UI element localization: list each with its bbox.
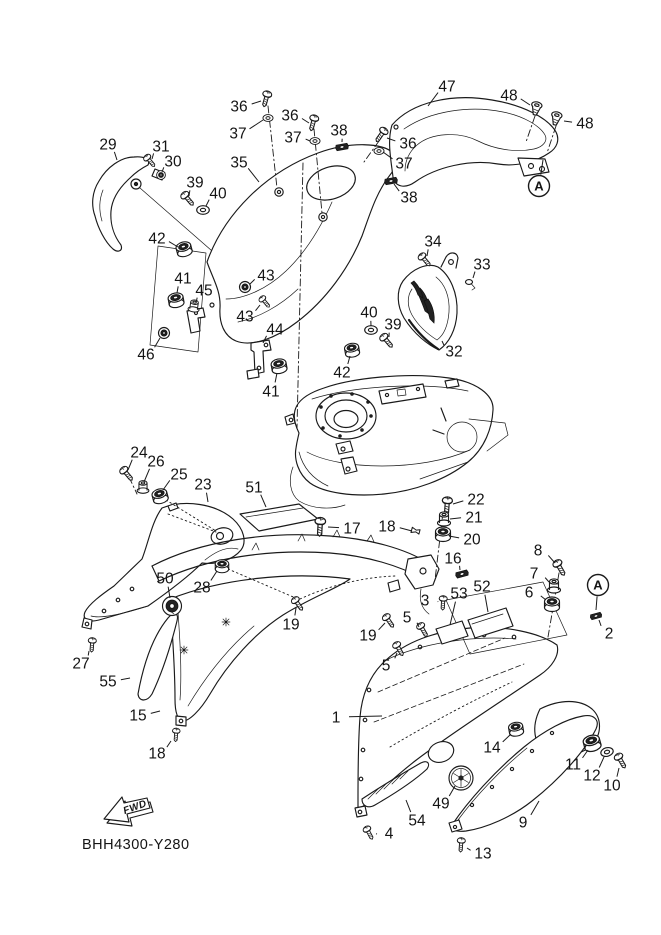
screw-icon [88, 637, 97, 652]
grommet-icon [167, 292, 184, 309]
screw-icon [373, 126, 390, 145]
leader-line-13 [467, 848, 471, 850]
leader-line-28 [211, 571, 217, 580]
part-label-6: 6 [524, 584, 534, 602]
leader-line-19 [379, 623, 385, 630]
screw-icon [172, 728, 180, 742]
part-label-27: 27 [72, 655, 90, 673]
part-label-34: 34 [424, 233, 442, 251]
part-label-54: 54 [408, 812, 426, 830]
leader-line-18 [400, 528, 412, 531]
leader-line-17 [328, 527, 339, 528]
screw-icon [118, 465, 135, 483]
part-label-2: 2 [604, 625, 614, 643]
leader-line-42 [169, 242, 178, 247]
leader-line-36 [302, 118, 309, 123]
part-label-42: 42 [333, 364, 351, 382]
leader-line-6 [541, 596, 546, 600]
leader-line-19 [295, 608, 296, 615]
washer-icon [374, 148, 384, 155]
part-label-52: 52 [473, 578, 491, 596]
leader-line-55 [121, 678, 130, 680]
part-label-36: 36 [281, 107, 299, 125]
diagram-code: BHH4300-Y280 [82, 837, 190, 853]
part-label-39: 39 [384, 316, 402, 334]
washer-icon [365, 326, 378, 335]
part-label-42: 42 [148, 230, 166, 248]
leader-line-12 [599, 757, 604, 768]
collar-icon [188, 299, 201, 312]
screw-icon [362, 825, 376, 842]
part-label-55: 55 [99, 673, 117, 691]
part-label-35: 35 [230, 154, 248, 172]
grommet-icon [344, 342, 360, 358]
part-label-12: 12 [583, 767, 601, 785]
part-label-32: 32 [445, 343, 463, 361]
fastening-point-mark [180, 646, 188, 654]
nut-icon [590, 612, 603, 620]
nut-icon [157, 171, 166, 180]
part-label-3: 3 [420, 592, 430, 610]
part-label-44: 44 [266, 321, 284, 339]
part-label-21: 21 [465, 509, 483, 527]
part-51-pad [240, 504, 318, 531]
part-label-37: 37 [395, 155, 413, 173]
leader-line-48 [564, 121, 572, 122]
grommet-icon [270, 358, 287, 375]
leader-line-49 [449, 786, 455, 796]
leader-line-9 [531, 801, 539, 815]
fastening-point-mark [222, 618, 230, 626]
part-label-50: 50 [156, 570, 174, 588]
part-label-8: 8 [533, 542, 543, 560]
part-label-17: 17 [343, 520, 361, 538]
screw-icon [381, 612, 397, 629]
screw-icon [550, 111, 563, 126]
part-label-19: 19 [282, 616, 300, 634]
part-label-28: 28 [193, 579, 211, 597]
part-label-10: 10 [603, 777, 621, 795]
part-label-38: 38 [400, 189, 418, 207]
grommet-icon [163, 597, 182, 616]
grommet-icon [215, 560, 229, 573]
part-label-9: 9 [518, 814, 528, 832]
screw-icon [260, 90, 273, 108]
part-label-13: 13 [474, 845, 492, 863]
leader-line-36 [252, 101, 261, 104]
screw-icon [179, 190, 196, 208]
leader-line-41 [275, 373, 277, 382]
part-label-49: 49 [432, 795, 450, 813]
leader-line-37 [250, 120, 263, 129]
part-label-40: 40 [209, 185, 227, 203]
leader-line-53 [450, 602, 455, 625]
part-label-31: 31 [152, 138, 170, 156]
part-label-14: 14 [483, 739, 501, 757]
ref-marker-letter: A [534, 178, 544, 194]
collar-icon [137, 481, 149, 494]
part-label-24: 24 [130, 444, 148, 462]
part-label-18: 18 [148, 745, 166, 763]
part-label-39: 39 [186, 174, 204, 192]
part-label-11: 11 [564, 756, 582, 774]
washer-icon [310, 138, 320, 145]
washer-icon [263, 115, 273, 122]
part-32-side-shield [398, 253, 458, 350]
grommet-icon [545, 597, 560, 612]
screw-icon [613, 752, 629, 771]
screw-icon [457, 837, 466, 852]
grommet-icon [436, 527, 451, 542]
leader-line-52 [485, 595, 488, 612]
part-label-23: 23 [194, 476, 212, 494]
part-label-47: 47 [438, 78, 456, 96]
part-label-5: 5 [381, 657, 391, 675]
part-label-48: 48 [500, 87, 518, 105]
part-label-37: 37 [229, 125, 247, 143]
part-label-48: 48 [576, 115, 594, 133]
leader-line-22 [453, 501, 463, 504]
leader-line-8 [548, 555, 555, 563]
leader-line-15 [151, 711, 160, 713]
part-label-22: 22 [467, 491, 485, 509]
part-label-25: 25 [170, 466, 188, 484]
part-label-7: 7 [529, 565, 539, 583]
washer-icon [600, 746, 614, 758]
screw-icon [439, 595, 448, 610]
part-label-40: 40 [360, 304, 378, 322]
collar-icon [548, 579, 561, 593]
part-label-16: 16 [444, 550, 462, 568]
leader-line-25 [163, 480, 170, 490]
leader-line-48 [521, 99, 530, 105]
clip-icon [411, 527, 420, 534]
leader-line-54 [406, 800, 411, 812]
fuel-tank [285, 376, 508, 508]
part-label-46: 46 [137, 346, 155, 364]
part-label-20: 20 [463, 531, 481, 549]
nut-icon [159, 328, 170, 339]
fwd-arrow-label: FWD [121, 798, 149, 817]
part-label-26: 26 [147, 453, 165, 471]
screw-icon [314, 517, 325, 537]
washer-icon [197, 206, 210, 215]
leader-line-7 [545, 578, 549, 582]
leader-line-18 [167, 741, 171, 747]
part-label-36: 36 [230, 98, 248, 116]
part-label-37: 37 [284, 129, 302, 147]
grommet-icon [175, 240, 193, 258]
part-label-45: 45 [195, 282, 213, 300]
leader-line-37 [306, 139, 310, 141]
leader-line-10 [617, 768, 619, 777]
leader-line-21 [450, 518, 461, 519]
leader-line-23 [206, 493, 208, 502]
part-label-43: 43 [257, 267, 275, 285]
marker-leader-line [596, 596, 597, 610]
part-label-1: 1 [331, 709, 341, 727]
part-label-18: 18 [378, 518, 396, 536]
part-label-19: 19 [359, 627, 377, 645]
leader-line-26 [144, 469, 150, 482]
part-label-15: 15 [129, 707, 147, 725]
collar-icon [438, 512, 451, 526]
clip-icon [466, 280, 476, 290]
part-label-41: 41 [262, 383, 280, 401]
part-label-36: 36 [399, 135, 417, 153]
part-label-33: 33 [473, 256, 491, 274]
part-label-38: 38 [330, 122, 348, 140]
nut-icon [240, 282, 251, 293]
part-label-53: 53 [450, 585, 468, 603]
leader-line-14 [503, 734, 511, 742]
fwd-arrow [104, 797, 153, 826]
part-label-30: 30 [164, 153, 182, 171]
grommet-icon [151, 487, 169, 505]
part-label-41: 41 [174, 270, 192, 288]
part-label-51: 51 [245, 479, 263, 497]
leader-line-2 [599, 620, 601, 626]
leader-line-51 [261, 495, 266, 507]
leader-line-35 [248, 168, 259, 182]
part-label-29: 29 [99, 136, 117, 154]
part-label-43: 43 [236, 308, 254, 326]
screw-icon [378, 332, 395, 350]
ref-marker-letter: A [593, 577, 603, 593]
part-label-5: 5 [402, 609, 412, 627]
part-label-4: 4 [384, 825, 394, 843]
part-49-emblem [449, 766, 473, 790]
nut-icon [455, 570, 469, 579]
screw-icon [551, 558, 568, 578]
